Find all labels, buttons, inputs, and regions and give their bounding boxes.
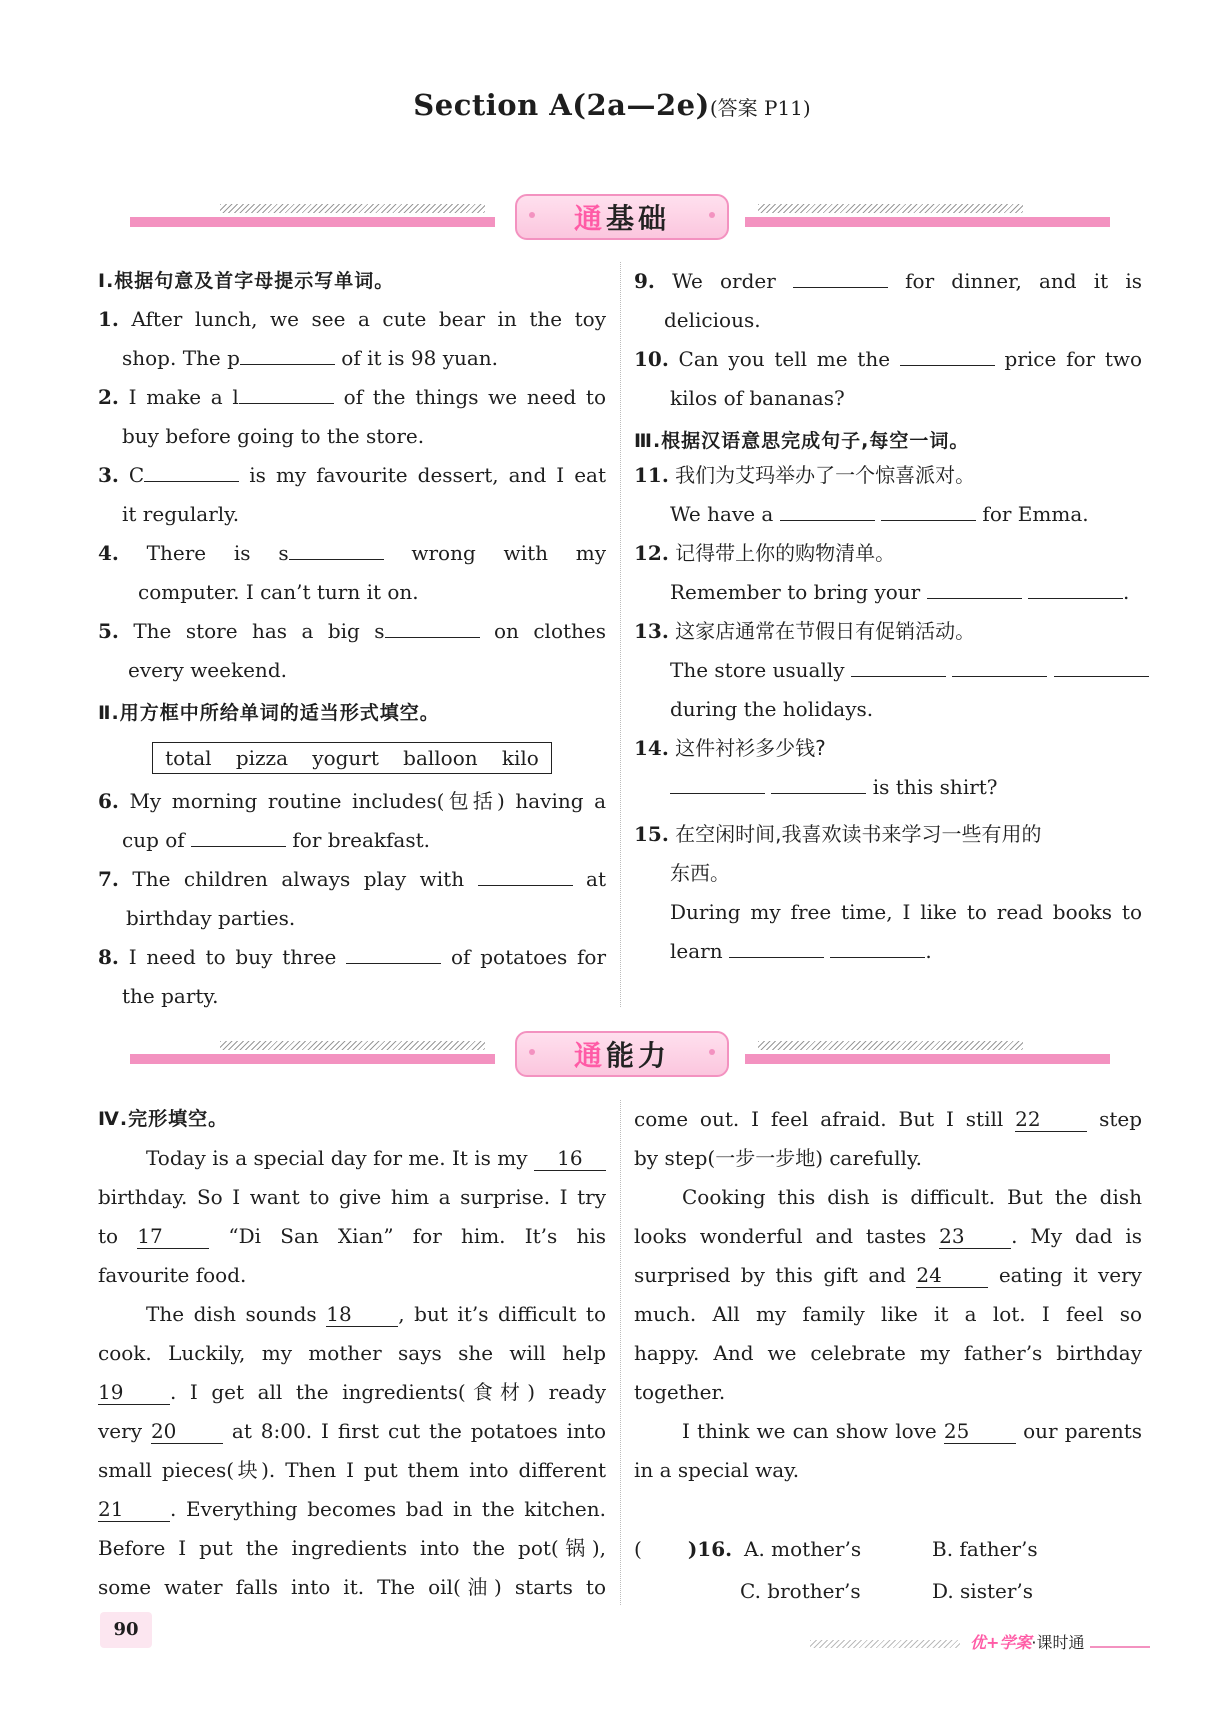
word-bank-item: yogurt — [312, 746, 379, 770]
question-7: 7. The children always play with at birthday parties. — [98, 867, 607, 930]
banner-ability — [130, 1025, 1110, 1081]
answer-reference: (答案 P11) — [709, 96, 811, 120]
answer-blank[interactable] — [851, 658, 946, 677]
question-12: 12. 记得带上你的购物清单。 Remember to bring your . — [634, 541, 1130, 604]
choice-16-option-b[interactable]: B. father’s — [932, 1537, 1038, 1561]
answer-blank[interactable] — [670, 775, 765, 794]
question-2: 2. I make a l of the things we need to buy before going to the store. — [98, 385, 607, 448]
choice-16-option-d[interactable]: D. sister’s — [932, 1579, 1034, 1603]
part4-heading: Ⅳ.完形填空。 — [98, 1108, 229, 1130]
question-10: 10. Can you tell me the price for two kilos of bananas? — [634, 347, 1143, 410]
answer-blank[interactable] — [952, 658, 1047, 677]
section-title: Section A(2a—2e) — [413, 88, 710, 122]
answer-blank[interactable] — [478, 867, 573, 886]
part3-heading: Ⅲ.根据汉语意思完成句子,每空一词。 — [634, 430, 970, 452]
answer-blank[interactable] — [793, 269, 888, 288]
choice-16-option-a[interactable]: A. mother’s — [744, 1537, 862, 1561]
question-15: 15. 在空闲时间,我喜欢读书来学习一些有用的 东西。 During my free time, I like to read books to learn . — [634, 822, 1142, 963]
cloze-blank-22[interactable]: 22 — [1015, 1107, 1087, 1132]
answer-blank[interactable] — [780, 502, 875, 521]
question-5: 5. The store has a big s on clothes every weekend. — [98, 619, 607, 682]
answer-blank[interactable] — [881, 502, 976, 521]
cloze-blank-25[interactable]: 25 — [944, 1419, 1016, 1444]
answer-blank[interactable] — [771, 775, 866, 794]
answer-blank[interactable] — [240, 346, 335, 365]
banner-ability-label: 通 能力 — [515, 1031, 729, 1077]
banner-basic — [130, 188, 1110, 244]
cloze-blank-19[interactable]: 19 — [98, 1380, 170, 1405]
answer-blank[interactable] — [191, 828, 286, 847]
question-3: 3. C is my favourite dessert, and I eat it regularly. — [98, 463, 606, 526]
answer-blank[interactable] — [239, 385, 334, 404]
cloze-passage-left: Today is a special day for me. It is my 16 birthday. So I want to give him a surprise. I try to 17 “Di San Xian” for him. It’s his favourite food. The dish sounds 18 , but it’s difficult to cook. Luckily, my mother says she will help 19 . I get all the ingredients(食材) ready very 20 at 8:00. I first cut the potatoes into small pieces(块). Then I put them into different 21 . Everything becomes bad in the kitchen. Before I put the ingredients into the pot(锅), some water falls into it. The oil(油) starts to — [98, 1146, 607, 1599]
footer-decoration — [810, 1640, 960, 1648]
cloze-passage-right: come out. I feel afraid. But I still 22 step by step(一步一步地) carefully. Cooking this dish is difficult. But the dish looks wonderful and tastes 23 . My dad is surprised by this gift and 24 eating it very much. All my family like it a lot. I feel so happy. And we celebrate my father’s birthday together. I think we can show love 25 our parents in a special way. — [634, 1107, 1143, 1482]
answer-blank[interactable] — [729, 939, 824, 958]
footer-brand: 优+学案·课时通 — [970, 1633, 1085, 1652]
cloze-blank-21[interactable]: 21 — [98, 1497, 170, 1522]
question-13: 13. 这家店通常在节假日有促销活动。 The store usually during the holidays. — [634, 612, 1142, 729]
word-bank-item: kilo — [501, 746, 539, 770]
answer-blank[interactable] — [346, 945, 441, 964]
part2-heading: Ⅱ.用方框中所给单词的适当形式填空。 — [98, 702, 440, 724]
part1-heading: Ⅰ.根据句意及首字母提示写单词。 — [98, 270, 395, 292]
cloze-blank-17[interactable]: 17 — [137, 1224, 209, 1249]
cloze-blank-18[interactable]: 18 — [326, 1302, 398, 1327]
page-number: 90 — [100, 1612, 152, 1648]
question-9: 9. We order for dinner, and it is delicious. — [634, 269, 1143, 332]
question-14: 14. 这件衬衫多少钱? is this shirt? — [634, 736, 998, 799]
word-bank-item: pizza — [235, 746, 289, 770]
word-bank-item: total — [165, 746, 212, 770]
question-11: 11. 我们为艾玛举办了一个惊喜派对。 We have a for Emma. — [634, 463, 1089, 526]
cloze-blank-23[interactable]: 23 — [939, 1224, 1011, 1249]
word-bank — [152, 742, 552, 774]
question-8: 8. I need to buy three of potatoes for the party. — [98, 945, 607, 1008]
answer-blank[interactable] — [144, 463, 239, 482]
answer-blank[interactable] — [900, 347, 995, 366]
choice-16-answer[interactable]: ( )16. — [634, 1537, 733, 1561]
word-bank-item: balloon — [403, 746, 478, 770]
footer-divider — [1090, 1646, 1150, 1648]
question-1: 1. After lunch, we see a cute bear in the toy shop. The p of it is 98 yuan. — [98, 307, 606, 370]
answer-blank[interactable] — [1054, 658, 1149, 677]
banner-basic-label: 通 基础 — [515, 194, 729, 240]
answer-blank[interactable] — [289, 541, 384, 560]
answer-blank[interactable] — [830, 939, 925, 958]
cloze-blank-20[interactable]: 20 — [151, 1419, 223, 1444]
cloze-blank-24[interactable]: 24 — [916, 1263, 988, 1288]
answer-blank[interactable] — [1028, 580, 1123, 599]
choice-16-option-c[interactable]: C. brother’s — [740, 1579, 861, 1603]
question-6: 6. My morning routine includes(包括) having a cup of for breakfast. — [98, 789, 606, 852]
question-4: 4. There is s wrong with my computer. I can’t turn it on. — [98, 541, 607, 604]
answer-blank[interactable] — [385, 619, 480, 638]
cloze-blank-16[interactable]: 16 — [534, 1146, 606, 1171]
column-divider — [620, 262, 621, 1007]
column-divider-2 — [620, 1100, 621, 1605]
answer-blank[interactable] — [927, 580, 1022, 599]
page-title — [0, 88, 1224, 122]
